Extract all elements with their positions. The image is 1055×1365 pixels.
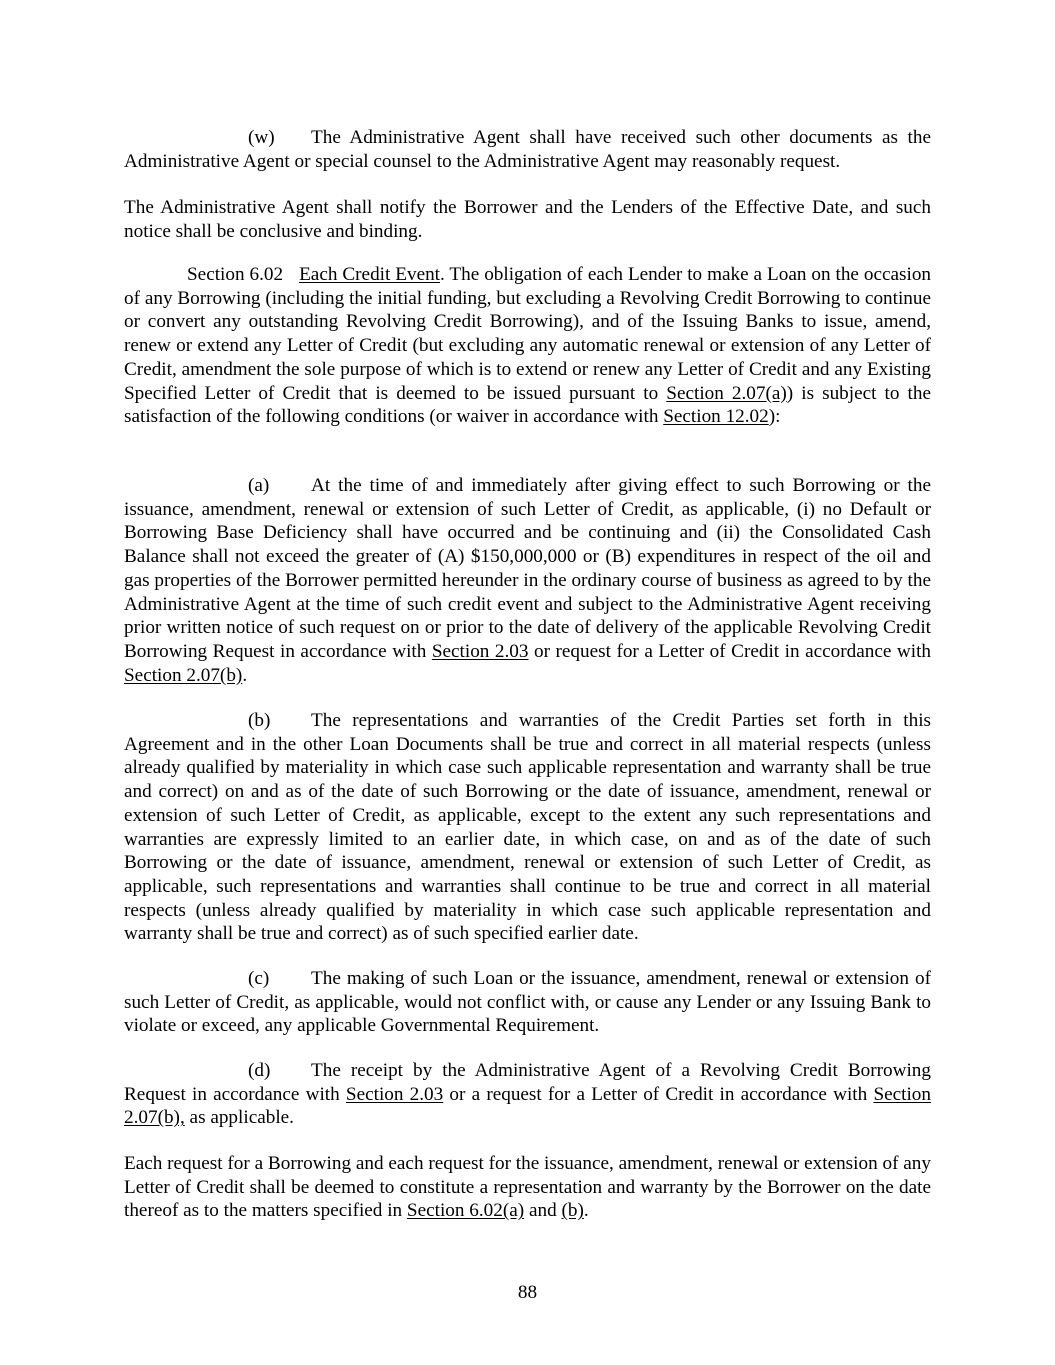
para-b — [124, 709, 931, 946]
para-c — [124, 967, 931, 1038]
text-segment: ) is subject to the satisfaction of the following conditions (or waiver in accordance with — [124, 382, 931, 428]
para-a — [124, 474, 931, 687]
para-each-request — [124, 1152, 931, 1223]
paragraph-label: (b) — [248, 710, 271, 731]
text-segment: and — [524, 1200, 562, 1222]
text-segment: as applicable. — [184, 1107, 294, 1129]
text-segment: At the time of and immediately after giving effect to such Borrowing or the issuance, amendment, renewal or extension of such Letter of Credit, as applicable, (i) no Default or Borrowing Base Deficiency shall have occurred and be continuing and (ii) the Consolidated Cash Balance shall not exceed the greater of (A) $150,000,000 or (B) expenditures in respect of the oil and gas properties of the Borrower permitted hereunder in the ordinary course of business as agreed to by the Administrative Agent at the time of such credit event and subject to the Administrative Agent receiving prior written notice of such request on or prior to the date of delivery of the applicable Revolving Credit Borrowing Request in accordance with — [124, 475, 931, 662]
text-segment: . The obligation of each Lender to make a Loan on the occasion of any Borrowing (including the initial funding, but excluding a Revolving Credit Borrowing to continue or convert any outstanding Revolving Credit Borrowing), and of the Issuing Banks to issue, amend, renew or extend any Letter of Credit (but excluding any automatic renewal or extension of any Letter of Credit, amendment the sole purpose of which is to extend or renew any Letter of Credit and any Existing Specified Letter of Credit that is deemed to be issued pursuant to — [124, 264, 932, 404]
text-segment: The receipt by the Administrative Agent of a Revolving Credit Borrowing Request in accordance with — [124, 1060, 931, 1105]
cross-reference: Section 2.07(b) — [124, 664, 243, 686]
cross-reference: Section 2.07(b), — [124, 1083, 931, 1129]
cross-reference: Section 2.07(a) — [666, 382, 787, 404]
para-notify — [124, 196, 931, 243]
text-segment: The Administrative Agent shall notify the Borrower and the Lenders of the Effective Date, and such notice shall be conclusive and binding. — [124, 197, 931, 242]
section-6-02 — [124, 263, 931, 429]
section-number: Section 6.02 — [187, 264, 284, 285]
text-segment: . — [583, 1200, 589, 1222]
page-number: 88 — [517, 1282, 538, 1303]
paragraph-label: (d) — [248, 1060, 271, 1081]
paragraph-label: (w) — [248, 127, 275, 148]
cross-reference: Section 2.03 — [345, 1083, 444, 1105]
text-segment: The Administrative Agent shall have received such other documents as the Administrative Agent or special counsel to the Administrative Agent may reasonably request. — [124, 127, 931, 172]
cross-reference: Section 12.02 — [663, 406, 769, 428]
text-segment: . — [242, 664, 248, 686]
paragraph-label: (c) — [248, 968, 270, 989]
cross-reference: Section 6.02(a) — [406, 1200, 525, 1222]
para-w — [124, 126, 931, 173]
text-segment: or request for a Letter of Credit in accordance with — [528, 640, 931, 662]
text-segment: The representations and warranties of the Credit Parties set forth in this Agreement and in the other Loan Documents shall be true and correct in all material respects (unless already qualified by materiality in which case such applicable representation and warranty shall be true and correct) on and as of the date of such Borrowing or the date of issuance, amendment, renewal or extension of such Letter of Credit, as applicable, except to the extent any such representations and warranties are expressly limited to an earlier date, in which case, on and as of the date of such Borrowing or the date of issuance, amendment, renewal or extension of such Letter of Credit, as applicable, such representations and warranties shall continue to be true and correct in all material respects (unless already qualified by materiality in which case such applicable representation and warranty shall be true and correct) as of such specified earlier date. — [124, 710, 931, 945]
cross-reference: Section 2.03 — [431, 640, 529, 662]
text-segment: ): — [768, 406, 781, 428]
para-d — [124, 1059, 931, 1130]
text-segment: The making of such Loan or the issuance, amendment, renewal or extension of such Letter of Credit, as applicable, would not conflict with, or cause any Lender or any Issuing Bank to violate or exceed, any applicable Governmental Requirement. — [124, 968, 931, 1037]
text-segment: or a request for a Letter of Credit in accordance with — [443, 1083, 874, 1105]
paragraph-label: (a) — [248, 475, 270, 496]
cross-reference: (b) — [561, 1200, 584, 1222]
cross-reference: Each Credit Event — [299, 264, 441, 285]
text-segment: Each request for a Borrowing and each request for the issuance, amendment, renewal or extension of any Letter of Credit shall be deemed to constitute a representation and warranty by the Borrower on the date thereof as to the matters specified in — [124, 1153, 931, 1222]
